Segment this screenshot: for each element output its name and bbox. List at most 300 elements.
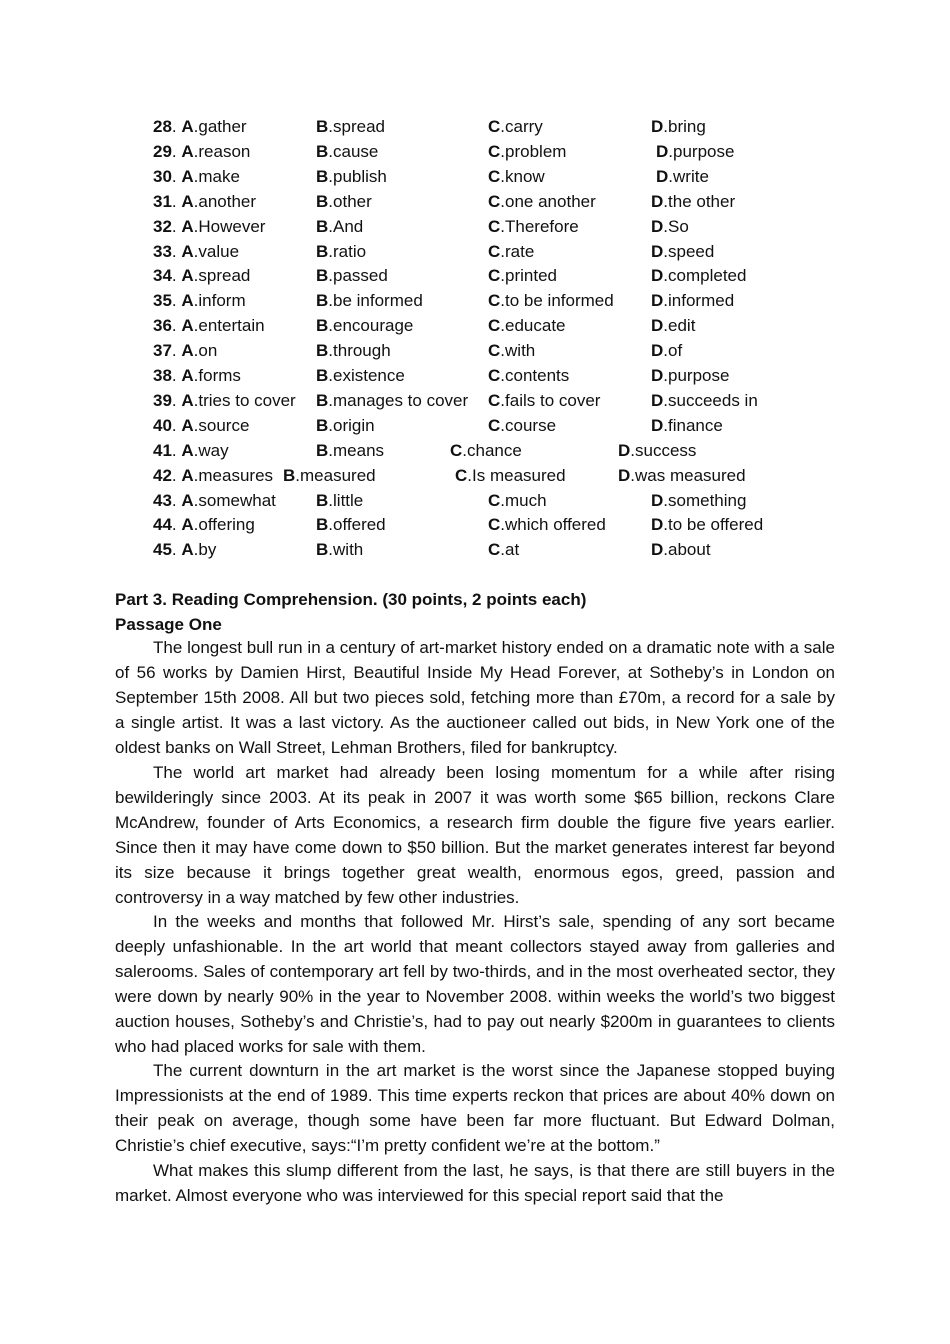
- option-dot: .: [500, 266, 506, 286]
- option-dot: .: [193, 241, 199, 261]
- option-b: [316, 438, 384, 463]
- option-dot: .: [328, 141, 334, 161]
- option-text: be informed: [333, 291, 423, 311]
- option-text: measures: [198, 465, 274, 485]
- option-dot: .: [193, 490, 199, 510]
- question-number: 43: [153, 490, 172, 510]
- option-letter: C: [488, 216, 501, 236]
- option-dot: .: [663, 191, 669, 211]
- question-number: 41: [153, 440, 172, 460]
- question-number: 37: [153, 341, 172, 361]
- option-c: [488, 239, 534, 264]
- option-text: bring: [668, 117, 706, 136]
- option-letter: C: [488, 117, 501, 136]
- option-letter: C: [450, 440, 463, 460]
- option-dot: .: [193, 390, 199, 410]
- option-dot: .: [663, 117, 669, 136]
- option-text: purpose: [673, 141, 735, 161]
- option-c: [488, 338, 535, 363]
- option-dot: .: [328, 216, 334, 236]
- option-d: [651, 388, 758, 413]
- option-letter: A: [181, 117, 194, 136]
- option-text: publish: [333, 166, 387, 186]
- option-a: [153, 263, 250, 288]
- option-text: contents: [505, 366, 570, 385]
- option-dot: .: [500, 390, 506, 410]
- option-d: [651, 239, 714, 264]
- question-number: 38: [153, 366, 172, 385]
- option-text: problem: [505, 141, 567, 161]
- option-text: other: [333, 191, 372, 211]
- option-letter: A: [181, 216, 194, 236]
- option-c: [488, 189, 596, 214]
- option-dot: .: [630, 440, 636, 460]
- option-c: [455, 463, 566, 488]
- option-b: [316, 488, 363, 513]
- option-text: something: [668, 490, 747, 510]
- question-number: 45: [153, 540, 172, 560]
- option-letter: A: [181, 266, 194, 286]
- option-c: [488, 488, 547, 513]
- option-dot: .: [630, 465, 636, 485]
- option-b: [316, 164, 387, 189]
- option-dot: .: [193, 291, 199, 311]
- option-letter: C: [488, 490, 501, 510]
- option-dot: .: [500, 141, 506, 161]
- option-text: know: [505, 166, 545, 186]
- option-dot: .: [663, 291, 669, 311]
- question-number-separator: .: [171, 166, 182, 186]
- question-number: 32: [153, 216, 172, 236]
- question-number: 29: [153, 141, 172, 161]
- option-letter: C: [488, 166, 501, 186]
- option-text: one another: [505, 191, 596, 211]
- option-dot: .: [668, 166, 674, 186]
- option-a: [153, 463, 273, 488]
- option-letter: A: [181, 440, 194, 460]
- option-text: means: [333, 440, 385, 460]
- option-text: So: [668, 216, 689, 236]
- option-letter: D: [618, 465, 631, 485]
- option-letter: A: [181, 465, 194, 485]
- option-text: another: [198, 191, 257, 211]
- option-letter: A: [181, 141, 194, 161]
- option-letter: C: [488, 266, 501, 286]
- option-d: [651, 413, 723, 438]
- question-number-separator: .: [171, 465, 182, 485]
- option-d: [651, 214, 689, 239]
- option-letter: C: [488, 316, 501, 336]
- option-d: [651, 537, 711, 562]
- option-letter: A: [181, 291, 194, 311]
- option-letter: A: [181, 316, 194, 336]
- option-a: [153, 488, 276, 513]
- option-dot: .: [328, 117, 334, 136]
- option-text: encourage: [333, 316, 414, 336]
- option-text: edit: [668, 316, 696, 336]
- option-text: ratio: [333, 241, 367, 261]
- option-b: [316, 512, 386, 537]
- option-text: educate: [505, 316, 566, 336]
- option-dot: .: [328, 191, 334, 211]
- option-letter: C: [488, 291, 501, 311]
- option-b: [316, 413, 375, 438]
- option-letter: C: [488, 390, 501, 410]
- option-c: [488, 363, 569, 388]
- option-letter: B: [316, 291, 329, 311]
- option-d: [651, 363, 729, 388]
- option-d: [651, 114, 706, 139]
- question-number-separator: .: [171, 117, 182, 136]
- option-dot: .: [328, 266, 334, 286]
- option-text: with: [505, 341, 536, 361]
- option-letter: B: [316, 366, 329, 385]
- option-dot: .: [328, 366, 334, 385]
- option-a: [153, 214, 265, 239]
- option-b: [316, 338, 391, 363]
- option-dot: .: [193, 316, 199, 336]
- option-letter: B: [316, 316, 329, 336]
- option-dot: .: [193, 515, 199, 535]
- option-text: source: [198, 415, 250, 435]
- option-b: [316, 363, 405, 388]
- option-text: on: [198, 341, 218, 361]
- option-dot: .: [328, 241, 334, 261]
- option-text: fails to cover: [505, 390, 601, 410]
- option-dot: .: [663, 366, 669, 385]
- option-d: [618, 438, 696, 463]
- question-number-separator: .: [171, 141, 182, 161]
- option-letter: B: [316, 216, 329, 236]
- option-letter: B: [316, 166, 329, 186]
- option-dot: .: [328, 390, 334, 410]
- option-b: [316, 263, 388, 288]
- option-letter: D: [651, 415, 664, 435]
- option-text: speed: [668, 241, 715, 261]
- question-number: 44: [153, 515, 172, 535]
- passage-paragraph-3: In the weeks and months that followed Mr. Hirst’s sale, spending of any sort became deeply unfashionable. In the art world that meant collectors stayed away from galleries and salerooms. Sales of contemporary art fell by two-thirds, and in the most overheated sector, they were down by nearly 90% in the year to November 2008. within weeks the world’s two biggest auction houses, Sotheby’s and Christie’s, had to pay out nearly $200m in guarantees to clients who had placed works for sale with them.: [115, 912, 835, 1056]
- option-d: [651, 488, 746, 513]
- option-letter: D: [651, 216, 664, 236]
- option-letter: A: [181, 341, 194, 361]
- option-dot: .: [328, 291, 334, 311]
- option-text: carry: [505, 117, 543, 136]
- option-text: succeeds in: [668, 390, 758, 410]
- option-letter: A: [181, 515, 194, 535]
- part3-heading: Part 3. Reading Comprehension. (30 points, 2 points each): [115, 590, 587, 609]
- option-b: [316, 388, 468, 413]
- option-d: [651, 189, 735, 214]
- option-text: the other: [668, 191, 736, 211]
- option-letter: A: [181, 166, 194, 186]
- option-dot: .: [500, 291, 506, 311]
- option-text: informed: [668, 291, 735, 311]
- option-dot: .: [328, 166, 334, 186]
- option-letter: D: [651, 540, 664, 560]
- option-letter: B: [316, 141, 329, 161]
- option-letter: D: [656, 166, 669, 186]
- option-b: [316, 239, 366, 264]
- option-dot: .: [500, 216, 506, 236]
- option-c: [488, 114, 543, 139]
- option-dot: .: [328, 341, 334, 361]
- option-b: [316, 114, 385, 139]
- option-text: origin: [333, 415, 375, 435]
- option-text: Is measured: [472, 465, 566, 485]
- question-number-separator: .: [171, 440, 182, 460]
- passage-title: Passage One: [115, 615, 222, 634]
- option-text: value: [198, 241, 240, 261]
- option-c: [488, 288, 614, 313]
- option-dot: .: [193, 540, 199, 560]
- passage-paragraph-5: What makes this slump different from the last, he says, is that there are still buyers in the market. Almost everyone who was interviewed for this special report said that the: [115, 1161, 835, 1205]
- option-a: [153, 189, 256, 214]
- option-c: [488, 164, 545, 189]
- option-a: [153, 114, 247, 139]
- option-text: measured: [300, 465, 376, 485]
- question-number: 34: [153, 266, 172, 286]
- option-text: through: [333, 341, 391, 361]
- option-text: finance: [668, 415, 723, 435]
- option-text: offering: [198, 515, 255, 535]
- option-letter: A: [181, 191, 194, 211]
- option-text: of: [668, 341, 683, 361]
- option-dot: .: [328, 440, 334, 460]
- option-b: [316, 139, 378, 164]
- question-number-separator: .: [171, 540, 182, 560]
- option-dot: .: [193, 191, 199, 211]
- option-letter: D: [651, 191, 664, 211]
- option-a: [153, 139, 250, 164]
- option-dot: .: [193, 166, 199, 186]
- option-letter: A: [181, 490, 194, 510]
- question-number: 28: [153, 117, 172, 136]
- option-dot: .: [500, 341, 506, 361]
- option-dot: .: [328, 490, 334, 510]
- option-b: [316, 537, 363, 562]
- option-letter: D: [651, 490, 664, 510]
- option-text: course: [505, 415, 557, 435]
- option-text: much: [505, 490, 547, 510]
- option-letter: C: [488, 366, 501, 385]
- option-text: inform: [198, 291, 246, 311]
- option-letter: B: [316, 191, 329, 211]
- option-letter: D: [651, 291, 664, 311]
- option-a: [153, 388, 296, 413]
- option-text: And: [333, 216, 364, 236]
- question-number-separator: .: [171, 366, 182, 385]
- option-letter: C: [455, 465, 468, 485]
- option-dot: .: [500, 415, 506, 435]
- option-text: which offered: [505, 515, 606, 535]
- question-number-separator: .: [171, 191, 182, 211]
- option-letter: C: [488, 540, 501, 560]
- passage-paragraph-1: The longest bull run in a century of art-market history ended on a dramatic note with a sale of 56 works by Damien Hirst, Beautiful Inside My Head Forever, at Sotheby’s in London on September 15th 2008. All but two pieces sold, fetching more than £70m, a record for a sale by a single artist. It was a last victory. As the auctioneer called out bids, in New York one of the oldest banks on Wall Street, Lehman Brothers, filed for bankruptcy.: [115, 638, 835, 757]
- option-d: [651, 338, 682, 363]
- option-text: was measured: [635, 465, 746, 485]
- option-text: reason: [198, 141, 251, 161]
- option-text: spread: [198, 266, 251, 286]
- option-text: offered: [333, 515, 386, 535]
- option-dot: .: [663, 266, 669, 286]
- option-letter: B: [316, 390, 329, 410]
- option-text: purpose: [668, 366, 730, 385]
- option-letter: D: [651, 341, 664, 361]
- option-dot: .: [193, 341, 199, 361]
- option-text: passed: [333, 266, 388, 286]
- option-text: cause: [333, 141, 379, 161]
- option-letter: D: [651, 515, 664, 535]
- option-letter: D: [651, 241, 664, 261]
- question-number-separator: .: [171, 266, 182, 286]
- option-dot: .: [295, 465, 301, 485]
- option-letter: B: [316, 341, 329, 361]
- option-text: to be informed: [505, 291, 614, 311]
- option-dot: .: [328, 540, 334, 560]
- option-letter: B: [316, 440, 329, 460]
- question-number: 40: [153, 415, 172, 435]
- option-dot: .: [328, 415, 334, 435]
- option-dot: .: [500, 241, 506, 261]
- option-text: write: [673, 166, 709, 186]
- option-c: [488, 139, 566, 164]
- option-text: Therefore: [505, 216, 579, 236]
- option-b: [316, 288, 423, 313]
- option-dot: .: [663, 390, 669, 410]
- option-d: [651, 263, 746, 288]
- option-letter: D: [656, 141, 669, 161]
- option-text: printed: [505, 266, 557, 286]
- option-text: success: [635, 440, 697, 460]
- option-text: spread: [333, 117, 385, 136]
- question-number: 39: [153, 390, 172, 410]
- option-dot: .: [328, 515, 334, 535]
- option-letter: D: [651, 117, 664, 136]
- option-text: chance: [467, 440, 522, 460]
- option-d: [656, 164, 709, 189]
- option-text: by: [198, 540, 217, 560]
- option-d: [656, 139, 734, 164]
- question-number: 31: [153, 191, 172, 211]
- option-d: [651, 313, 695, 338]
- option-c: [488, 313, 566, 338]
- option-dot: .: [193, 266, 199, 286]
- option-dot: .: [500, 540, 506, 560]
- option-letter: A: [181, 415, 194, 435]
- option-d: [618, 463, 746, 488]
- question-number-separator: .: [171, 515, 182, 535]
- option-text: existence: [333, 366, 405, 385]
- option-c: [488, 263, 557, 288]
- option-dot: .: [193, 366, 199, 385]
- option-text: with: [333, 540, 364, 560]
- option-letter: A: [181, 241, 194, 261]
- option-letter: B: [316, 266, 329, 286]
- question-number-separator: .: [171, 216, 182, 236]
- question-number: 30: [153, 166, 172, 186]
- option-letter: C: [488, 341, 501, 361]
- option-dot: .: [668, 141, 674, 161]
- question-number-separator: .: [171, 291, 182, 311]
- option-dot: .: [193, 117, 199, 136]
- option-b: [316, 214, 363, 239]
- option-a: [153, 239, 239, 264]
- option-text: to be offered: [668, 515, 764, 535]
- option-letter: A: [181, 540, 194, 560]
- option-a: [153, 413, 249, 438]
- option-letter: C: [488, 415, 501, 435]
- option-text: little: [333, 490, 364, 510]
- option-b: [283, 463, 376, 488]
- option-text: However: [198, 216, 266, 236]
- option-dot: .: [663, 490, 669, 510]
- option-a: [153, 164, 240, 189]
- option-letter: B: [316, 241, 329, 261]
- option-letter: B: [316, 117, 329, 136]
- question-number-separator: .: [171, 390, 182, 410]
- option-letter: A: [181, 390, 194, 410]
- option-d: [651, 288, 734, 313]
- option-c: [488, 512, 606, 537]
- option-text: completed: [668, 266, 747, 286]
- option-letter: B: [316, 415, 329, 435]
- option-a: [153, 363, 241, 388]
- option-dot: .: [193, 465, 199, 485]
- option-a: [153, 438, 229, 463]
- option-dot: .: [193, 141, 199, 161]
- option-c: [488, 214, 579, 239]
- option-letter: D: [651, 316, 664, 336]
- option-text: entertain: [198, 316, 265, 336]
- option-text: gather: [198, 117, 247, 136]
- option-text: tries to cover: [198, 390, 296, 410]
- question-number-separator: .: [171, 316, 182, 336]
- question-number-separator: .: [171, 490, 182, 510]
- option-dot: .: [663, 241, 669, 261]
- option-dot: .: [663, 415, 669, 435]
- option-a: [153, 338, 217, 363]
- option-text: way: [198, 440, 229, 460]
- option-dot: .: [500, 191, 506, 211]
- option-c: [488, 388, 600, 413]
- passage-paragraph-2: The world art market had already been losing momentum for a while after rising bewilderingly since 2003. At its peak in 2007 it was worth some $65 billion, reckons Clare McAndrew, founder of Arts Economics, a research firm double the figure five years earlier. Since then it may have come down to $50 billion. But the market generates interest far beyond its size because it brings together great wealth, enormous egos, greed, passion and controversy in a way matched by few other industries.: [115, 763, 835, 907]
- option-text: rate: [505, 241, 535, 261]
- question-number-separator: .: [171, 241, 182, 261]
- passage-paragraph-4: The current downturn in the art market is the worst since the Japanese stopped buying Impressionists at the end of 1989. This time experts reckon that prices are about 40% down on their peak on average, though some have been far more fluctuant. But Edward Dolman, Christie’s chief executive, says:“I’m pretty confident we’re at the bottom.”: [115, 1061, 835, 1155]
- question-number: 42: [153, 465, 172, 485]
- question-number: 35: [153, 291, 172, 311]
- option-dot: .: [500, 316, 506, 336]
- option-letter: B: [316, 490, 329, 510]
- option-d: [651, 512, 763, 537]
- option-dot: .: [663, 216, 669, 236]
- question-number: 33: [153, 241, 172, 261]
- option-c: [488, 413, 556, 438]
- option-letter: C: [488, 241, 501, 261]
- option-letter: D: [651, 366, 664, 385]
- option-a: [153, 537, 216, 562]
- option-letter: B: [283, 465, 296, 485]
- option-dot: .: [500, 515, 506, 535]
- option-letter: D: [618, 440, 631, 460]
- option-letter: C: [488, 141, 501, 161]
- option-text: somewhat: [198, 490, 276, 510]
- question-number-separator: .: [171, 415, 182, 435]
- option-letter: D: [651, 266, 664, 286]
- option-dot: .: [193, 415, 199, 435]
- option-letter: D: [651, 390, 664, 410]
- option-dot: .: [663, 515, 669, 535]
